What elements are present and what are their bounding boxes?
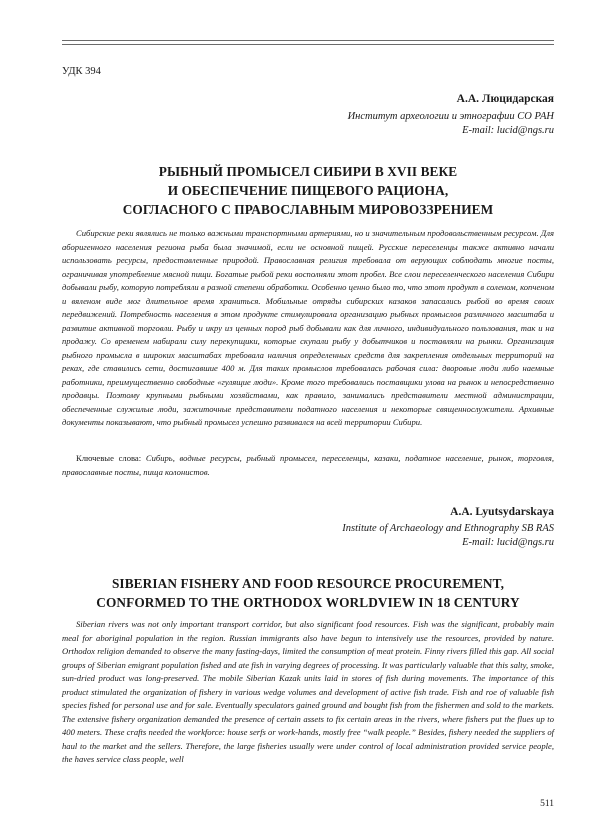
title-en-line: CONFORMED TO THE ORTHODOX WORLDVIEW IN 18 CENTURY	[96, 595, 520, 610]
udk-code: УДК 394	[62, 66, 101, 77]
header-rule-bottom	[62, 44, 554, 45]
page-number: 511	[540, 799, 554, 809]
affiliation-ru: Институт археологии и этнографии СО РАН	[347, 111, 554, 122]
title-ru	[62, 162, 554, 219]
email-ru: E-mail: lucid@ngs.ru	[462, 125, 554, 136]
title-en-line: SIBERIAN FISHERY AND FOOD RESOURCE PROCUREMENT,	[111, 576, 505, 591]
email-en: E-mail: lucid@ngs.ru	[462, 537, 554, 548]
title-ru-line: СОГЛАСНОГО С ПРАВОСЛАВНЫМ МИРОВОЗЗРЕНИЕМ	[122, 202, 494, 217]
keywords-text: Сибирь, водные ресурсы, рыбный промысел, переселенцы, казаки, податное население, рынок, торговля, православные посты, пища колонистов.	[62, 453, 554, 477]
keywords-label: Ключевые слова:	[76, 453, 142, 463]
author-en: A.A. Lyutsydarskaya	[450, 506, 554, 518]
title-en	[62, 574, 554, 612]
header-rule-top	[62, 40, 554, 41]
author-ru: А.А. Люцидарская	[456, 93, 554, 105]
title-ru-line: РЫБНЫЙ ПРОМЫСЕЛ СИБИРИ В XVII ВЕКЕ	[158, 164, 458, 179]
keywords-ru	[62, 452, 554, 479]
affiliation-en: Institute of Archaeology and Ethnography SB RAS	[342, 523, 554, 534]
title-ru-line: И ОБЕСПЕЧЕНИЕ ПИЩЕВОГО РАЦИОНА,	[167, 183, 449, 198]
abstract-ru: Сибирские реки являлись не только важными транспортными артериями, но и значительным продовольственным ресурсом. Для аборигенного населения региона рыба была значимой, если не основной пищей. Русские переселенцы также активно начали использовать ресурсы, предоставленные природой. Православная религия требовала от верующих соблюдать многие посты, ограничивая употребление мясной пищи. Богатые рыбой реки восполняли этот пробел. Все слои переселенческого населения Сибири добывали рыбу, которую потребляли в разной степени обработки. Особенно ценно было то, что этот продукт в соленом, копченом и вяленом виде мог длительное время храниться. Мобильные отряды сибирских казаков запасались рыбой во время своих передвижений. Потребность населения в этом продукте стимулировала организацию рыбных промыслов различного масштаба и развитие активной торговли. Рыбу и икру из ценных пород рыб добывали как для личного, индивидуального пользования, так и на продажу. Со временем набирали силу перекупщики, которые скупали рыбу у добытчиков и поставляли на рынки. Организация рыбного промысла в широких масштабах требовала наличия определенных средств для закрепления отдельных территорий на реках, где ставились сети, достигавшие 400 м. Для таких промыслов требовалась рабочая сила: дворовые люди либо наемные работники, преимущественно свободные «гулящие люди». Кроме того требовались поставщики улова на рынок и непосредственно продавцы. Поэтому крупными рыбными хозяйствами, как правило, занимались представители местной администрации, обеспеченные служилые люди, зажиточные представители податного населения и некоторые священнослужители. Архивные документы показывают, что рыбный промысел успешно развивался на всей территории Сибири.	[62, 228, 554, 427]
abstract-en: Siberian rivers was not only important transport corridor, but also significant food resources. Fish was the significant, probably main meal for aboriginal population in the region. Russian immigrants also have begun to intensively use the resources, provided by nature. Orthodox religion demanded to observe the many fasting-days, limited the consumption of meat protein. Finny rivers filled this gap. All social groups of Siberian emigrant population fished and ate fish in varying degrees of processing. It was particularly valuable that this salty, smoke, sun-dried product was long-preserved. The mobile Siberian Kazak units laid in stores of fish during movements. The importance of this product stimulated the organization of fishery in various wedge volumes and development of active fish trade. Fish and roe of valuable fish species fished for personal use and for sale. Eventually speculators gained ground and bought fish from the fishermen and sold to the markets. The extensive fishery organization demanded the presence of certain assets to fix certain areas in the rivers, where fishers put the flues up to 400 meters. These crafts needed the workforce: house serfs or work-hands, mostly free “walk people.” Besides, fishery needed the suppliers of haul to the market and the sellers. Therefore, the large fisheries usually were under control of local administration provided service people, the haves service class people, well	[62, 619, 554, 764]
